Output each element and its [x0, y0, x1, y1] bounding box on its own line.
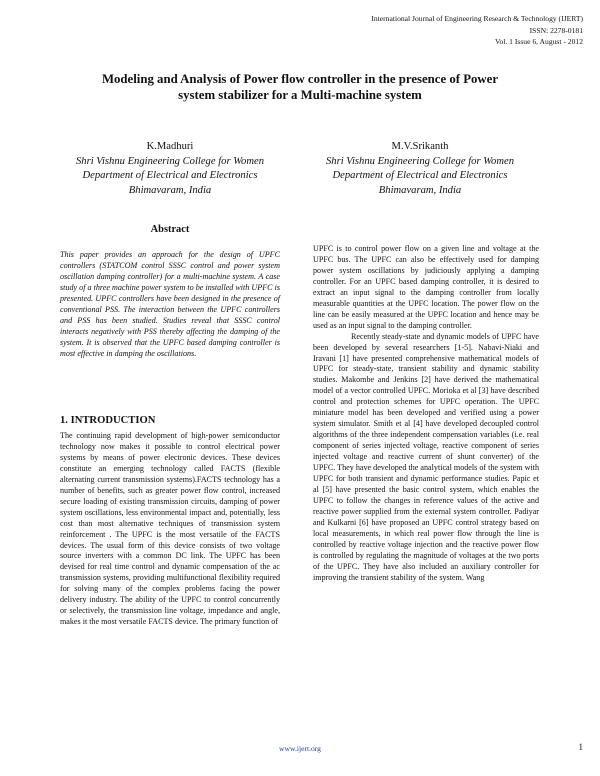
author-name: M.V.Srikanth	[391, 141, 449, 152]
author-college: Shri Vishnu Engineering College for Women	[325, 155, 515, 167]
journal-header	[371, 13, 583, 48]
footer-url-link[interactable]: www.ijert.org	[279, 744, 321, 753]
paper-title-line-2: system stabilizer for a Multi-machine system	[178, 88, 422, 102]
author-location: Bhimavaram, India	[378, 184, 462, 196]
introduction-heading: 1. INTRODUCTION	[60, 415, 156, 426]
author-block-1	[60, 140, 280, 198]
author-department: Department of Electrical and Electronics	[332, 170, 508, 181]
introduction-text	[60, 431, 280, 628]
journal-volume: Vol. 1 Issue 6, August - 2012	[494, 37, 583, 47]
right-column	[313, 244, 539, 584]
author-department: Department of Electrical and Electronics	[82, 170, 258, 181]
paper-title	[60, 71, 540, 103]
author-location: Bhimavaram, India	[128, 184, 212, 196]
abstract-text	[60, 250, 280, 360]
abstract-heading: Abstract	[150, 224, 190, 235]
journal-name: International Journal of Engineering Research & Technology (IJERT)	[371, 14, 583, 23]
paper-title-line-1: Modeling and Analysis of Power flow controller in the presence of Power	[101, 72, 499, 86]
introduction-paragraph: The continuing rapid development of high-power semiconductor technology now makes it possible to control electrical power systems by means of power electronic devices. These devices constitute an emerging technology called FACTS (flexible alternating current transmission systems).FACTS technology has a number of benefits, such as greater power flow control, increased secure loading of existing transmission circuits, damping of power system oscillations, less environmental impact and, potentially, less cost than most alternative techniques of transmission system reinforcement . The UPFC is the most versatile of the FACTS devices. The usual form of this device consists of two voltage source inverters with a common DC link. The UPFC has been devised for real time control and dynamic compensation of the ac transmission systems, providing multifunctional flexibility required for solving many of the complex problems facing the power delivery industry. The ability of the UPFC to control concurrently or selectively, the transmission line voltage, impedance and angle, makes it the most versatile FACTS device. The primary function of	[60, 431, 280, 627]
author-college: Shri Vishnu Engineering College for Women	[75, 155, 265, 167]
journal-issn: ISSN: 2278-0181	[529, 25, 583, 35]
page-number: 1	[578, 742, 583, 752]
right-column-paragraph-2: Recently steady-state and dynamic models of UPFC have been developed by several researchers [1-5]. Nabavi-Niaki and Iravani [1] have presented comprehensive mathematical models of UPFC for steady-state, transient stability and dynamic stability studies. Makombe and Jenkins [2] have derived the mathematical model of a vector controlled UPFC. Morioka et al [3] have described control and protection schemes for UPFC operation. The UPFC miniature model has been developed and verified using a power system simulator. Smith et al [4] have developed decoupled control algorithms of the three independent compensation variables (i.e. real component of series injected voltage, reactive component of series injected voltage and reactive current of shunt converter) of the UPFC. They have developed the analytical models of the system with UPFC for both transient and dynamic performance studies. Papic et al [5] have presented the basic control system, which enables the UPFC to follow the changes in reference values of the active and reactive power supplied from the external system controller. Padiyar and Kulkarni [6] have proposed an UPFC control strategy based on local measurements, in which real power flow through the line is controlled by reactive voltage injection and the reactive power flow is controlled by regulating the magnitude of voltages at the two ports of the UPFC. They have also included an auxiliary controller for improving the transient stability of the system. Wang	[313, 331, 539, 582]
right-column-paragraph-1: UPFC is to control power flow on a given line and voltage at the UPFC bus. The UPFC can also be effectively used for damping power system oscillations by judiciously applying a damping controller. For an UPFC based damping controller, it is desired to extract an input signal to the damping controller from locally measurable quantities at the UPFC location. The power flow on the line can be easily measured at the UPFC location and hence may be used as an input signal to the damping controller.	[313, 244, 539, 330]
abstract-paragraph: This paper provides an approach for the design of UPFC controllers (STATCOM control SSSC control and power system oscillation damping controller) for a multi-machine system. A case study of a three machine power system to be installed with UPFC is presented. UPFC controllers have been designed in the presence of conventional PSS. The interaction between the UPFC controllers and PSS has been studied. Studies reveal that SSSC control interacts negatively with PSS thereby affecting the damping of the system. It is observed that the UPFC based damping controller is most effective in damping the oscillations.	[60, 250, 280, 358]
author-name: K.Madhuri	[146, 141, 194, 152]
author-block-2	[300, 140, 540, 198]
